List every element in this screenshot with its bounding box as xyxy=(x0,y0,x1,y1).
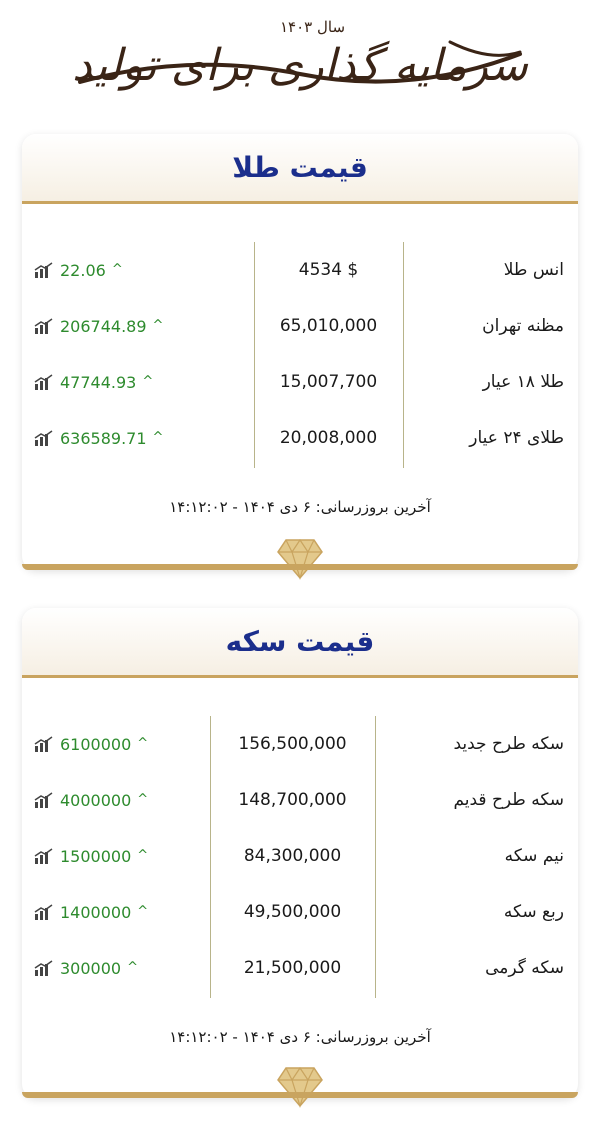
coin-price-card xyxy=(22,608,578,1098)
bar-chart-up-icon xyxy=(34,374,54,390)
bar-chart-up-icon xyxy=(34,262,54,278)
arrow-up-icon: ^ xyxy=(137,903,149,919)
item-change xyxy=(34,373,153,392)
coin-card-title: قیمت سکه xyxy=(225,625,375,658)
header-banner xyxy=(0,0,600,120)
gold-price-card xyxy=(22,134,578,570)
bar-chart-up-icon xyxy=(34,848,54,864)
item-price: 4534 $ xyxy=(298,260,359,280)
coin-row xyxy=(22,836,578,876)
item-name: ربع سکه xyxy=(503,902,564,922)
item-price: 21,500,000 xyxy=(243,958,342,978)
arrow-up-icon: ^ xyxy=(127,959,138,975)
item-change xyxy=(34,735,148,754)
item-name: نیم سکه xyxy=(504,846,564,866)
item-price: 148,700,000 xyxy=(238,790,347,810)
item-name: سکه گرمی xyxy=(485,958,564,978)
banner-year: سال ۱۴۰۳ xyxy=(280,18,346,36)
coin-row xyxy=(22,892,578,932)
change-value: 300000 xyxy=(60,958,122,978)
item-change xyxy=(34,847,148,866)
gold-card-header xyxy=(22,134,578,204)
bar-chart-up-icon xyxy=(34,904,54,920)
item-change xyxy=(34,317,163,336)
card-footer-bar xyxy=(22,1092,578,1098)
item-price: 20,008,000 xyxy=(279,428,378,448)
coin-row xyxy=(22,948,578,988)
arrow-up-icon: ^ xyxy=(137,735,149,751)
item-change xyxy=(34,791,148,810)
gold-row xyxy=(22,250,578,290)
item-name: مظنه تهران xyxy=(482,316,564,336)
change-value: 1400000 xyxy=(60,902,132,922)
coin-row xyxy=(22,724,578,764)
arrow-up-icon: ^ xyxy=(152,317,164,333)
item-change xyxy=(34,429,163,448)
gold-card-title: قیمت طلا xyxy=(232,151,368,184)
item-name: انس طلا xyxy=(503,260,564,280)
change-value: 22.06 xyxy=(60,260,106,280)
item-change xyxy=(34,261,123,280)
gold-row xyxy=(22,306,578,346)
item-price: 65,010,000 xyxy=(279,316,378,336)
change-value: 206744.89 xyxy=(60,316,147,336)
item-price: 156,500,000 xyxy=(238,734,347,754)
bar-chart-up-icon xyxy=(34,318,54,334)
arrow-up-icon: ^ xyxy=(152,429,164,445)
change-value: 636589.71 xyxy=(60,428,147,448)
change-value: 6100000 xyxy=(60,734,132,754)
bar-chart-up-icon xyxy=(34,430,54,446)
coin-row xyxy=(22,780,578,820)
last-updated: آخرین بروزرسانی: ۶ دی ۱۴۰۴ - ۱۴:۱۲:۰۲ xyxy=(169,1028,431,1046)
diamond-icon xyxy=(276,538,324,580)
item-name: طلا ۱۸ عیار xyxy=(482,372,564,392)
bar-chart-up-icon xyxy=(34,792,54,808)
arrow-up-icon: ^ xyxy=(137,791,149,807)
diamond-icon xyxy=(276,1066,324,1108)
item-name: سکه طرح قدیم xyxy=(453,790,564,810)
banner-title: سرمایه گذاری برای تولید xyxy=(72,40,528,91)
change-value: 47744.93 xyxy=(60,372,137,392)
item-price: 49,500,000 xyxy=(243,902,342,922)
item-change xyxy=(34,959,138,978)
arrow-up-icon: ^ xyxy=(137,847,149,863)
item-name: سکه طرح جدید xyxy=(453,734,564,754)
arrow-up-icon: ^ xyxy=(142,373,154,389)
change-value: 4000000 xyxy=(60,790,132,810)
gold-row xyxy=(22,418,578,458)
bar-chart-up-icon xyxy=(34,736,54,752)
item-change xyxy=(34,903,148,922)
arrow-up-icon: ^ xyxy=(111,261,123,277)
item-price: 84,300,000 xyxy=(243,846,342,866)
card-footer-bar xyxy=(22,564,578,570)
bar-chart-up-icon xyxy=(34,960,54,976)
coin-card-header xyxy=(22,608,578,678)
item-price: 15,007,700 xyxy=(279,372,378,392)
item-name: طلای ۲۴ عیار xyxy=(469,428,564,448)
gold-row xyxy=(22,362,578,402)
change-value: 1500000 xyxy=(60,846,132,866)
last-updated: آخرین بروزرسانی: ۶ دی ۱۴۰۴ - ۱۴:۱۲:۰۲ xyxy=(169,498,431,516)
